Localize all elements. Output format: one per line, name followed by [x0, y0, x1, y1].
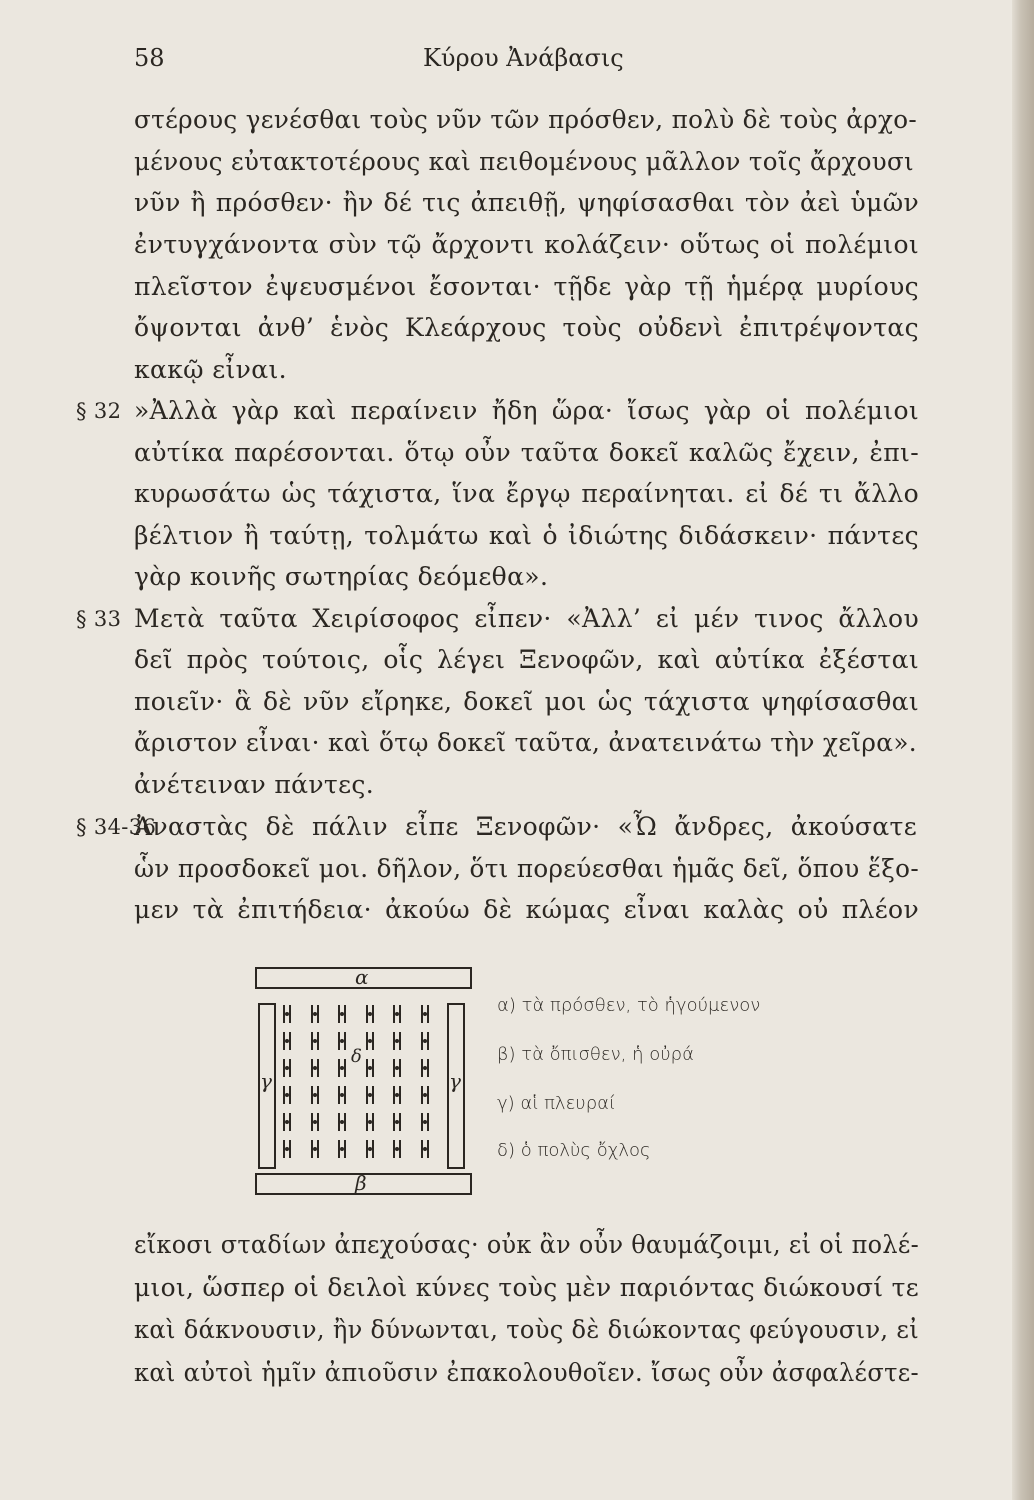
page-edge-shadow	[1012, 0, 1034, 1500]
soldier-mark	[391, 1086, 403, 1104]
troop-grid	[279, 1001, 443, 1167]
line-text: πλεῖστον ἐψευσμένοι ἔσονται· τῇδε γὰρ τῇ ἡμέρᾳ μυρίους	[134, 272, 919, 301]
line-text: Ἀναστὰς δὲ πάλιν εἶπε Ξενοφῶν· «Ὦ ἄνδρες, ἀκούσατε	[134, 812, 917, 841]
line-text: ποιεῖν· ἃ δὲ νῦν εἴρηκε, δοκεῖ μοι ὡς τάχιστα ψηφίσασθαι	[134, 687, 919, 716]
line-text: μιοι, ὥσπερ οἱ δειλοὶ κύνες τοὺς μὲν παριόντας διώκουσί τε	[134, 1273, 919, 1302]
soldier-mark	[336, 1140, 348, 1158]
soldier-mark	[336, 1005, 348, 1023]
line-text: αὐτίκα παρέσονται. ὅτῳ οὖν ταῦτα δοκεῖ καλῶς ἔχειν, ἐπι-	[134, 438, 919, 467]
line-text: κακῷ εἶναι.	[134, 355, 287, 384]
line-text: ἄριστον εἶναι· καὶ ὅτῳ δοκεῖ ταῦτα, ἀνατεινάτω τὴν χεῖρα».	[134, 728, 917, 757]
soldier-mark	[309, 1005, 321, 1023]
line-text: καὶ αὐτοὶ ἡμῖν ἀπιοῦσιν ἐπακολουθοῖεν. ἴσως οὖν ἀσφαλέστε-	[134, 1358, 919, 1387]
soldier-mark	[391, 1032, 403, 1050]
soldier-mark	[419, 1005, 431, 1023]
soldier-mark	[309, 1086, 321, 1104]
line-text: ὄψονται ἀνθ’ ἑνὸς Κλεάρχους τοὺς οὐδενὶ ἐπιτρέψοντας	[134, 313, 919, 342]
soldier-mark	[391, 1140, 403, 1158]
line-text: δεῖ πρὸς τούτοις, οἷς λέγει Ξενοφῶν, καὶ αὐτίκα ἐξέσται	[134, 645, 919, 674]
line-text: ἀνέτειναν πάντες.	[134, 770, 375, 799]
right-flank-label: γ	[449, 1069, 461, 1093]
section-number: § 32	[76, 399, 122, 423]
legend-item-flanks: γ) αἱ πλευραί	[497, 1093, 616, 1114]
line-text: κυρωσάτω ὡς τάχιστα, ἵνα ἔργῳ περαίνηται. εἰ δέ τι ἄλλο	[134, 479, 919, 508]
line-text: γὰρ κοινῆς σωτηρίας δεόμεθα».	[134, 562, 549, 591]
soldier-mark	[336, 1032, 348, 1050]
soldier-mark	[364, 1086, 376, 1104]
soldier-mark	[281, 1086, 293, 1104]
soldier-mark	[309, 1059, 321, 1077]
soldier-mark	[391, 1005, 403, 1023]
soldier-mark	[281, 1140, 293, 1158]
soldier-mark	[419, 1140, 431, 1158]
formation-diagram	[255, 967, 470, 1197]
line-text: ἐντυγχάνοντα σὺν τῷ ἄρχοντι κολάζειν· οὕτως οἱ πολέμιοι	[134, 230, 919, 259]
line-text: εἴκοσι σταδίων ἀπεχούσας· οὐκ ἂν οὖν θαυμάζοιμι, εἰ οἱ πολέ-	[134, 1230, 919, 1259]
page-number: 58	[134, 44, 165, 72]
line-text: μεν τὰ ἐπιτήδεια· ἀκούω δὲ κώμας εἶναι καλὰς οὐ πλέον	[134, 895, 919, 924]
line-text: νῦν ἢ πρόσθεν· ἢν δέ τις ἀπειθῇ, ψηφίσασθαι τὸν ἀεὶ ὑμῶν	[134, 188, 919, 217]
soldier-mark	[364, 1032, 376, 1050]
soldier-mark	[391, 1113, 403, 1131]
soldier-mark	[309, 1140, 321, 1158]
soldier-mark	[309, 1032, 321, 1050]
soldier-mark	[419, 1113, 431, 1131]
soldier-mark	[281, 1032, 293, 1050]
line-text: στέρους γενέσθαι τοὺς νῦν τῶν πρόσθεν, πολὺ δὲ τοὺς ἀρχο-	[134, 105, 917, 134]
legend-item-crowd: δ) ὁ πολὺς ὄχλος	[497, 1140, 651, 1161]
line-text: καὶ δάκνουσιν, ἢν δύνωνται, τοὺς δὲ διώκοντας φεύγουσιν, εἰ	[134, 1315, 919, 1344]
soldier-mark	[281, 1113, 293, 1131]
soldier-mark	[309, 1113, 321, 1131]
running-title: Κύρου Ἀνάβασις	[423, 44, 624, 72]
soldier-mark	[391, 1059, 403, 1077]
section-number: § 33	[76, 607, 122, 631]
soldier-mark	[281, 1005, 293, 1023]
line-text: Μετὰ ταῦτα Χειρίσοφος εἶπεν· «Ἀλλ’ εἰ μέν τινος ἄλλου	[134, 604, 919, 633]
line-text: μένους εὐτακτοτέρους καὶ πειθομένους μᾶλλον τοῖς ἄρχουσι	[134, 147, 914, 176]
line-text: »Ἀλλὰ γὰρ καὶ περαίνειν ἤδη ὥρα· ἴσως γὰρ οἱ πολέμιοι	[134, 396, 919, 425]
soldier-mark	[336, 1113, 348, 1131]
front-label: α	[355, 965, 369, 989]
center-label: δ	[351, 1046, 362, 1067]
soldier-mark	[336, 1059, 348, 1077]
line-text: βέλτιον ἢ ταύτῃ, τολμάτω καὶ ὁ ἰδιώτης διδάσκειν· πάντες	[134, 521, 919, 550]
line-text: ὧν προσδοκεῖ μοι. δῆλον, ὅτι πορεύεσθαι ἡμᾶς δεῖ, ὅπου ἕξο-	[134, 854, 919, 883]
soldier-mark	[419, 1032, 431, 1050]
soldier-mark	[419, 1059, 431, 1077]
page-header	[0, 44, 1034, 78]
left-flank-label: γ	[260, 1069, 272, 1093]
soldier-mark	[364, 1140, 376, 1158]
soldier-mark	[336, 1086, 348, 1104]
legend-item-rear: β) τὰ ὄπισθεν, ἡ οὐρά	[497, 1044, 694, 1065]
soldier-mark	[364, 1059, 376, 1077]
soldier-mark	[364, 1005, 376, 1023]
legend-item-front: α) τὰ πρόσθεν, τὸ ἡγούμενον	[497, 995, 761, 1016]
rear-label: β	[355, 1171, 367, 1195]
soldier-mark	[419, 1086, 431, 1104]
soldier-mark	[281, 1059, 293, 1077]
soldier-mark	[364, 1113, 376, 1131]
section-number: § 34-36	[76, 815, 157, 839]
